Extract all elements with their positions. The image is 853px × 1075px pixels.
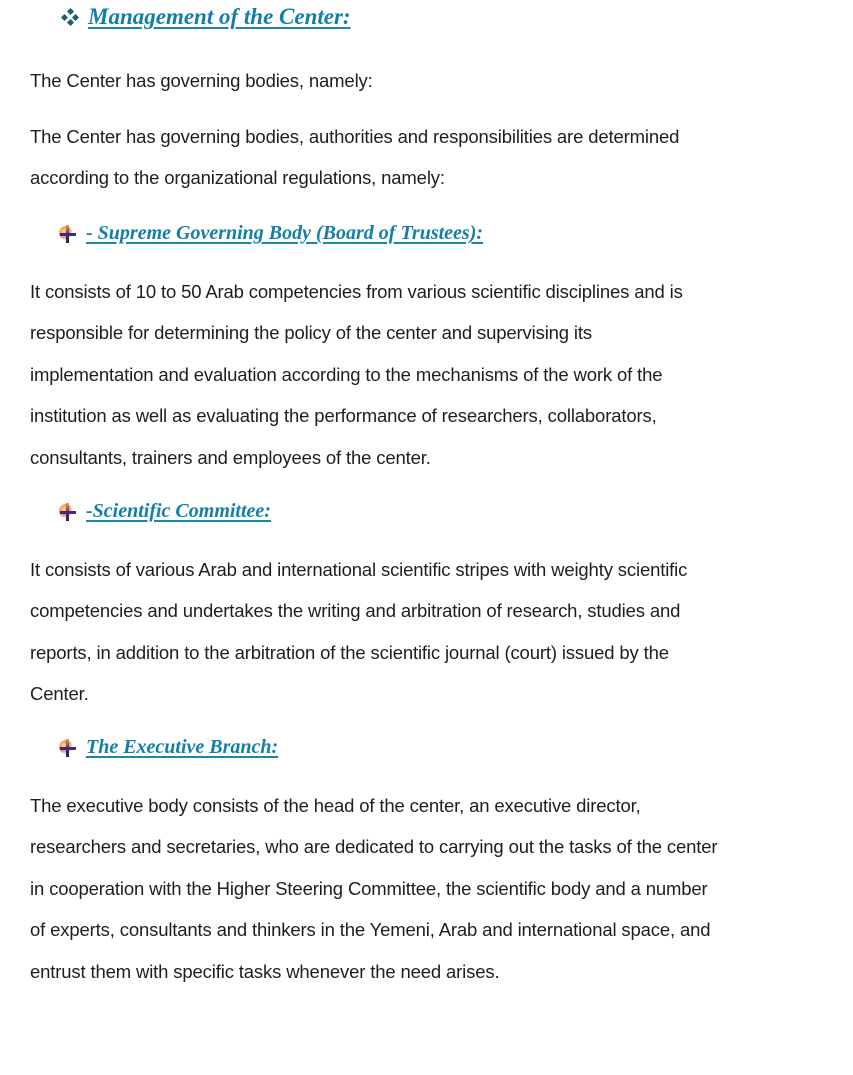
section-heading-text: The Executive Branch: xyxy=(86,736,279,758)
cross-bullet-icon xyxy=(58,737,78,759)
paragraph-line: implementation and evaluation according to the mechanisms of the work of the xyxy=(30,363,663,385)
cross-bullet-icon xyxy=(58,501,78,523)
paragraph-line: It consists of various Arab and international scientific stripes with weighty scientific xyxy=(30,559,688,580)
main-heading xyxy=(62,4,351,30)
intro-paragraph xyxy=(30,116,830,199)
section-paragraph-executive-branch xyxy=(30,785,830,992)
paragraph-line: of experts, consultants and thinkers in the Yemeni, Arab and international space, and xyxy=(30,919,711,941)
paragraph-line: It consists of 10 to 50 Arab competencies from various scientific disciplines and is xyxy=(30,281,683,302)
diamond-bullet-icon xyxy=(62,9,78,25)
intro-paragraph xyxy=(30,60,830,101)
paragraph-line: consultants, trainers and employees of the center. xyxy=(30,446,431,468)
paragraph-line: entrust them with specific tasks whenever the need arises. xyxy=(30,960,500,982)
section-paragraph-board-of-trustees xyxy=(30,271,830,478)
paragraph-line: responsible for determining the policy of the center and supervising its xyxy=(30,322,592,344)
paragraph-line: competencies and undertakes the writing and arbitration of research, studies and xyxy=(30,600,681,622)
section-heading-board-of-trustees xyxy=(58,222,483,245)
section-heading-text: - Supreme Governing Body (Board of Trustees): xyxy=(86,222,484,244)
section-heading-executive-branch xyxy=(58,736,278,759)
paragraph-line: institution as well as evaluating the performance of researchers, collaborators, xyxy=(30,405,657,427)
main-heading-text: Management of the Center: xyxy=(88,4,351,29)
paragraph-line: Center. xyxy=(30,683,89,705)
section-heading-scientific-committee xyxy=(58,500,271,523)
paragraph-line: researchers and secretaries, who are dedicated to carrying out the tasks of the center xyxy=(30,836,718,858)
cross-bullet-icon xyxy=(58,223,78,245)
section-heading-text: -Scientific Committee: xyxy=(86,500,271,522)
paragraph-line: The Center has governing bodies, authorities and responsibilities are determined xyxy=(30,126,680,147)
paragraph-line: according to the organizational regulations, namely: xyxy=(30,167,445,189)
paragraph-line: reports, in addition to the arbitration of the scientific journal (court) issued by the xyxy=(30,641,669,663)
section-paragraph-scientific-committee xyxy=(30,549,830,715)
paragraph-line: in cooperation with the Higher Steering Committee, the scientific body and a number xyxy=(30,877,708,899)
paragraph-line: The executive body consists of the head of the center, an executive director, xyxy=(30,795,641,816)
paragraph-line: The Center has governing bodies, namely: xyxy=(30,70,373,91)
